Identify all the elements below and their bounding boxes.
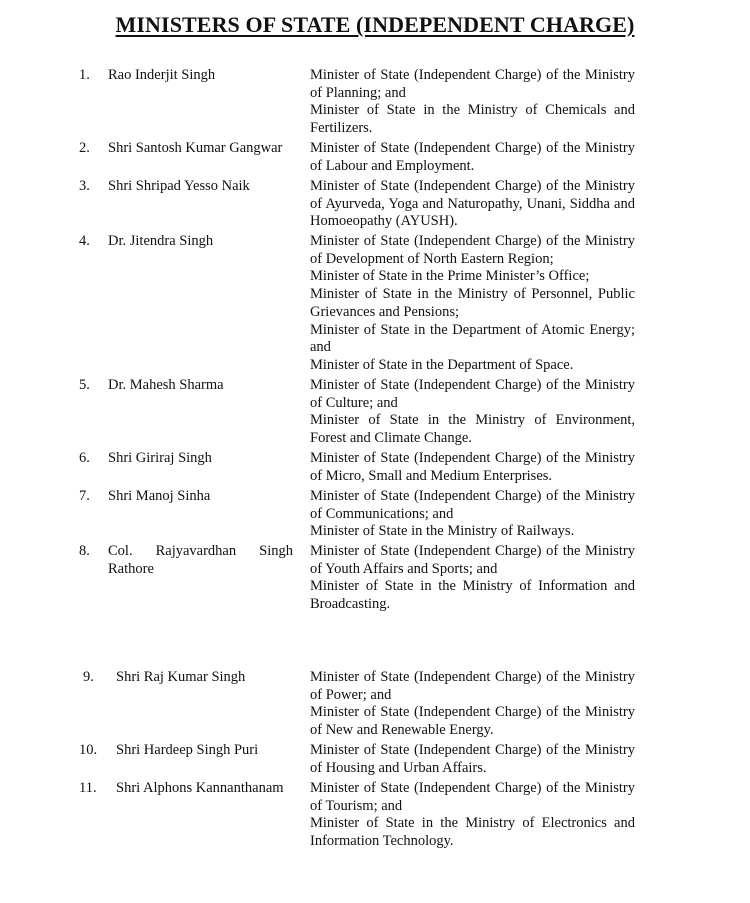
portfolio-description: [310, 780, 635, 851]
minister-name-line: Col. Rajyavardhan Singh: [108, 543, 293, 559]
minister-name: Rao Inderjit Singh: [108, 67, 216, 83]
portfolio-line: Minister of State in the Ministry of Railways.: [310, 523, 575, 540]
minister-name: Shri Giriraj Singh: [108, 450, 212, 466]
minister-name: Shri Alphons Kannanthanam: [116, 780, 284, 796]
portfolio-description: [310, 450, 635, 485]
entry-number: 2.: [79, 140, 90, 156]
portfolio-description: [310, 140, 635, 175]
portfolio-line: Minister of State (Independent Charge) of the Ministry of Youth Affairs and Sports; and: [310, 543, 635, 577]
minister-name: Dr. Mahesh Sharma: [108, 377, 224, 393]
portfolio-description: [310, 233, 635, 375]
portfolio-line: Minister of State (Independent Charge) of the Ministry of Ayurveda, Yoga and Naturopathy, Unani, Siddha and Homoeopathy (AYUSH).: [310, 178, 635, 230]
minister-name: Shri Santosh Kumar Gangwar: [108, 140, 283, 156]
minister-name: Shri Manoj Sinha: [108, 488, 211, 504]
portfolio-line: Minister of State in the Department of Atomic Energy; and: [310, 321, 635, 356]
minister-name: [108, 543, 293, 578]
portfolio-description: [310, 669, 635, 740]
portfolio-line: Minister of State in the Ministry of Environment, Forest and Climate Change.: [310, 412, 635, 447]
portfolio-description: [310, 742, 635, 777]
portfolio-line: Minister of State in the Ministry of Personnel, Public Grievances and Pensions;: [310, 286, 635, 320]
portfolio-line: Minister of State (Independent Charge) of the Ministry of Housing and Urban Affairs.: [310, 742, 635, 776]
portfolio-line: Minister of State (Independent Charge) of the Ministry of Communications; and: [310, 488, 635, 522]
entry-number: 10.: [79, 742, 98, 758]
portfolio-description: [310, 67, 635, 138]
portfolio-line: Minister of State in the Department of Space.: [310, 356, 574, 373]
entry-number: 8.: [79, 543, 90, 559]
entry-number: 6.: [79, 450, 90, 466]
portfolio-description: [310, 377, 635, 448]
entry-number: 3.: [79, 178, 90, 194]
portfolio-line: Minister of State in the Ministry of Chemicals and Fertilizers.: [310, 102, 635, 137]
minister-name-line: Rathore: [108, 560, 154, 577]
entry-number: 4.: [79, 233, 90, 249]
portfolio-line: Minister of State in the Ministry of Information and Broadcasting.: [310, 578, 635, 613]
entry-number: 7.: [79, 488, 90, 504]
portfolio-line: Minister of State (Independent Charge) of the Ministry of Micro, Small and Medium Enterprises.: [310, 450, 635, 484]
portfolio-line: Minister of State (Independent Charge) of the Ministry of Development of North Eastern Region;: [310, 233, 635, 267]
entry-number: 1.: [79, 67, 90, 83]
minister-name: Shri Raj Kumar Singh: [116, 669, 246, 685]
entry-number: 11.: [79, 780, 97, 796]
portfolio-description: [310, 543, 635, 614]
entry-number: 9.: [83, 669, 94, 685]
minister-name: Shri Shripad Yesso Naik: [108, 178, 250, 194]
portfolio-line: Minister of State (Independent Charge) of the Ministry of New and Renewable Energy.: [310, 704, 635, 739]
minister-name: Shri Hardeep Singh Puri: [116, 742, 259, 758]
entry-number: 5.: [79, 377, 90, 393]
portfolio-line: Minister of State (Independent Charge) of the Ministry of Culture; and: [310, 377, 635, 411]
portfolio-line: Minister of State (Independent Charge) of the Ministry of Labour and Employment.: [310, 140, 635, 174]
portfolio-description: [310, 488, 635, 541]
portfolio-line: Minister of State in the Ministry of Electronics and Information Technology.: [310, 815, 635, 850]
portfolio-line: Minister of State (Independent Charge) of the Ministry of Power; and: [310, 669, 635, 703]
page-title: MINISTERS OF STATE (INDEPENDENT CHARGE): [115, 12, 635, 37]
portfolio-description: [310, 178, 635, 231]
minister-name: Dr. Jitendra Singh: [108, 233, 214, 249]
portfolio-line: Minister of State (Independent Charge) of the Ministry of Planning; and: [310, 67, 635, 101]
portfolio-line: Minister of State in the Prime Minister’s Office;: [310, 268, 590, 285]
portfolio-line: Minister of State (Independent Charge) of the Ministry of Tourism; and: [310, 780, 635, 814]
